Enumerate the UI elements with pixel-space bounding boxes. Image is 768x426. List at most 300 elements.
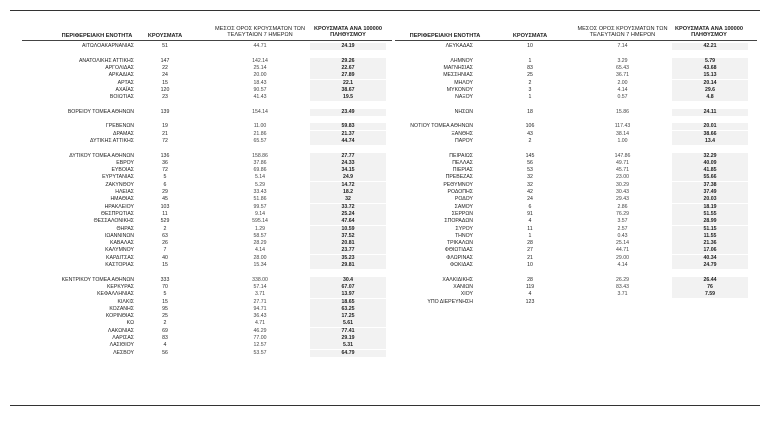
cases-value: 72	[162, 137, 168, 144]
table-row	[0, 218, 768, 225]
unit-name: ΜΕΣΣΗΝΙΑΣ	[443, 72, 473, 79]
cases-value: 147	[160, 57, 170, 64]
table-row	[0, 328, 768, 335]
rate-value: 28.99	[672, 218, 748, 225]
cases-value: 19	[162, 123, 168, 130]
cases-value: 529	[160, 218, 170, 225]
avg-value: 1.29	[254, 225, 266, 232]
table-row	[0, 247, 768, 254]
avg-value: 154.14	[252, 108, 268, 115]
unit-name: ΑΝΑΤΟΛΙΚΗΣ ΑΤΤΙΚΗΣ	[78, 57, 134, 64]
unit-name: ΦΘΙΩΤΙΔΑΣ	[444, 247, 473, 254]
table-row	[0, 226, 768, 233]
rate-value: 77.41	[310, 328, 386, 335]
avg-value: 7.14	[617, 43, 628, 49]
avg-value: 2.57	[617, 225, 628, 232]
avg-value: 29.43	[616, 196, 629, 203]
avg-value: 36.43	[253, 313, 267, 320]
avg-value: 29.00	[616, 254, 629, 261]
cases-value: 15	[162, 298, 168, 305]
cases-value: 45	[162, 196, 168, 203]
rate-value: 38.67	[310, 87, 386, 94]
table-row	[0, 160, 768, 167]
cases-value: 1	[528, 232, 532, 239]
table-row	[0, 58, 768, 65]
unit-name: ΤΗΝΟΥ	[455, 232, 473, 239]
rate-value: 17.06	[672, 247, 748, 254]
header-cases-left: ΚΡΟΥΣΜΑΤΑ	[147, 33, 183, 39]
rate-value: 26.44	[672, 277, 748, 284]
bottom-rule	[10, 405, 760, 406]
avg-value: 33.43	[253, 189, 267, 195]
rate-value: 32	[310, 196, 386, 203]
rate-value: 25.24	[310, 211, 386, 218]
avg-value: 30.29	[616, 181, 629, 188]
avg-value: 45.71	[616, 167, 629, 174]
cases-value: 23	[162, 94, 168, 101]
rate-value: 27.89	[310, 72, 386, 79]
avg-value: 49.71	[616, 159, 629, 166]
avg-value: 58.57	[253, 232, 267, 239]
unit-name: ΒΟΙΩΤΙΑΣ	[109, 94, 134, 101]
cases-value: 26	[162, 240, 168, 247]
avg-value: 2.86	[617, 203, 628, 210]
unit-name: ΑΙΤΩΛΟΑΚΑΡΝΑΝΙΑΣ	[81, 43, 134, 49]
avg-value: 4.14	[617, 86, 628, 93]
rate-value: 18.2	[310, 189, 386, 196]
rate-value: 13.97	[310, 291, 386, 298]
avg-value: 15.86	[616, 108, 629, 115]
table-row	[0, 94, 768, 101]
cases-value: 43	[527, 130, 533, 137]
cases-value: 21	[527, 254, 533, 261]
cases-value: 333	[160, 276, 170, 283]
unit-name: ΣΠΟΡΑΔΩΝ	[444, 218, 473, 225]
cases-value: 40	[162, 254, 168, 261]
table-row	[0, 174, 768, 181]
unit-name: ΚΙΛΚΙΣ	[117, 298, 134, 305]
cases-value: 83	[162, 335, 168, 341]
rate-value: 29.6	[672, 87, 748, 94]
rate-value: 59.83	[310, 123, 386, 130]
rate-value: 19.5	[310, 94, 386, 101]
avg-value: 37.86	[253, 159, 267, 166]
unit-name: ΒΟΡΕΙΟΥ ΤΟΜΕΑ ΑΘΗΝΩΝ	[67, 108, 134, 115]
unit-name: ΓΡΕΒΕΝΩΝ	[105, 123, 134, 130]
cases-value: 106	[525, 123, 535, 130]
cases-value: 4	[528, 291, 532, 298]
cases-value: 7	[163, 247, 167, 254]
rate-value: 5.31	[310, 342, 386, 349]
unit-name: ΗΛΕΙΑΣ	[115, 189, 134, 195]
rate-value: 11.55	[672, 233, 748, 240]
avg-value: 9.14	[254, 210, 266, 217]
table-row	[0, 291, 768, 298]
rate-value: 40.34	[672, 255, 748, 262]
rate-value: 21.37	[310, 131, 386, 138]
rate-value: 21.36	[672, 240, 748, 247]
cases-value: 6	[163, 181, 167, 188]
table-row	[0, 138, 768, 145]
avg-value: 25.14	[253, 64, 267, 71]
unit-name: ΛΑΣΙΘΙΟΥ	[109, 342, 134, 349]
unit-name: ΑΡΚΑΔΙΑΣ	[108, 72, 134, 79]
unit-name: ΝΟΤΙΟΥ ΤΟΜΕΑ ΑΘΗΝΩΝ	[410, 123, 473, 130]
rate-value: 43.68	[672, 65, 748, 72]
unit-name: ΚΑΡΔΙΤΣΑΣ	[106, 254, 134, 261]
table-row	[0, 123, 768, 130]
table-row	[0, 145, 768, 152]
unit-name: ΤΡΙΚΑΛΩΝ	[446, 240, 473, 247]
unit-name: ΗΡΑΚΛΕΙΟΥ	[104, 203, 134, 210]
unit-name: ΠΕΛΛΑΣ	[452, 159, 473, 166]
rate-value: 17.25	[310, 313, 386, 320]
unit-name: ΜΑΓΝΗΣΙΑΣ	[443, 64, 473, 71]
table-row	[0, 101, 768, 108]
header-unit-left: ΠΕΡΙΦΕΡΕΙΑΚΗ ΕΝΟΤΗΤΑ	[61, 33, 133, 39]
unit-name: ΦΛΩΡΙΝΑΣ	[446, 254, 473, 261]
table-row	[0, 211, 768, 218]
unit-name: ΦΩΚΙΔΑΣ	[449, 262, 473, 268]
cases-value: 2	[528, 79, 532, 86]
avg-value: 83.43	[616, 283, 629, 290]
avg-value: 51.86	[253, 196, 267, 203]
cases-value: 15	[162, 79, 168, 86]
unit-name: ΚΟΡΙΝΘΙΑΣ	[105, 313, 134, 320]
cases-value: 72	[162, 167, 168, 174]
cases-value: 120	[160, 86, 170, 93]
header-rule-right	[395, 40, 757, 41]
avg-value: 3.71	[617, 291, 628, 298]
rate-value: 29.19	[310, 335, 386, 342]
table-row	[0, 131, 768, 138]
rate-value: 30.4	[310, 277, 386, 284]
unit-name: ΛΗΜΝΟΥ	[450, 57, 473, 64]
avg-value: 117.43	[614, 123, 631, 130]
rate-value: 55.66	[672, 174, 748, 181]
avg-value: 36.71	[616, 72, 629, 79]
rate-value: 24.19	[310, 43, 386, 50]
avg-value: 3.71	[254, 291, 266, 298]
rate-value: 24.79	[672, 262, 748, 269]
unit-name: ΚΟΖΑΝΗΣ	[109, 305, 134, 312]
unit-name: ΗΜΑΘΙΑΣ	[110, 196, 134, 203]
unit-name: ΖΑΚΥΝΘΟΥ	[105, 181, 134, 188]
table-row	[0, 189, 768, 196]
unit-name: ΚΩ	[126, 320, 134, 327]
unit-name: ΑΡΤΑΣ	[117, 79, 134, 86]
cases-value: 69	[162, 327, 168, 334]
cases-value: 103	[160, 203, 170, 210]
avg-value: 15.34	[253, 262, 267, 268]
rate-value: 13.4	[672, 138, 748, 145]
rate-value: 29.81	[310, 262, 386, 269]
cases-value: 36	[162, 159, 168, 166]
rate-value: 22.1	[310, 80, 386, 87]
avg-value: 18.43	[253, 79, 267, 86]
header-avg-right: ΜΕΣΟΣ ΟΡΟΣ ΚΡΟΥΣΜΑΤΩΝ ΤΩΝ ΤΕΛΕΥΤΑΙΩΝ 7 ΗΜΕΡΩΝ	[577, 26, 668, 39]
cases-value: 4	[528, 218, 532, 225]
avg-value: 26.29	[616, 276, 629, 283]
cases-value: 28	[527, 276, 533, 283]
avg-value: 21.86	[253, 130, 267, 137]
header-cases-right: ΚΡΟΥΣΜΑΤΑ	[512, 33, 548, 39]
avg-value: 27.71	[253, 298, 267, 305]
cases-value: 2	[163, 320, 167, 327]
avg-value: 41.43	[253, 94, 267, 101]
table-row	[0, 72, 768, 79]
cases-value: 28	[527, 240, 533, 247]
table-row	[0, 350, 768, 357]
rate-value: 64.79	[310, 350, 386, 357]
cases-value: 123	[525, 298, 535, 305]
cases-value: 11	[162, 210, 168, 217]
rate-value: 37.49	[672, 189, 748, 196]
unit-name: ΠΑΡΟΥ	[455, 137, 473, 144]
avg-value: 595.14	[252, 218, 268, 225]
avg-value: 4.71	[254, 320, 266, 327]
table-row	[0, 313, 768, 320]
cases-value: 136	[160, 152, 170, 159]
unit-name: ΣΑΜΟΥ	[454, 203, 473, 210]
rate-value: 18.19	[672, 204, 748, 211]
header-unit-right: ΠΕΡΙΦΕΡΕΙΑΚΗ ΕΝΟΤΗΤΑ	[409, 33, 481, 39]
cases-value: 18	[527, 108, 533, 115]
cases-value: 2	[528, 137, 532, 144]
rate-value: 44.74	[310, 138, 386, 145]
rate-value: 5.79	[672, 58, 748, 65]
cases-value: 95	[162, 305, 168, 312]
cases-value: 27	[527, 247, 533, 254]
cases-value: 1	[528, 57, 532, 64]
table-row	[0, 204, 768, 211]
avg-value: 5.29	[254, 181, 266, 188]
unit-name: ΚΑΣΤΟΡΙΑΣ	[105, 262, 134, 268]
table-row	[0, 306, 768, 313]
rate-value: 15.13	[672, 72, 748, 79]
rate-value: 32.29	[672, 153, 748, 160]
unit-name: ΚΕΦΑΛΛΗΝΙΑΣ	[97, 291, 134, 298]
unit-name: ΜΥΚΟΝΟΥ	[446, 86, 473, 93]
table-row	[0, 335, 768, 342]
unit-name: ΕΥΒΟΙΑΣ	[111, 167, 134, 174]
rate-value: 67.07	[310, 284, 386, 291]
unit-name: ΔΥΤΙΚΟΥ ΤΟΜΕΑ ΑΘΗΝΩΝ	[69, 152, 134, 159]
rate-value: 4.8	[672, 94, 748, 101]
unit-name: ΧΙΟΥ	[460, 291, 473, 298]
avg-value: 65.57	[253, 137, 267, 144]
avg-value: 158.86	[252, 152, 268, 159]
avg-value: 0.43	[617, 232, 628, 239]
avg-value: 147.86	[614, 152, 631, 159]
cases-value: 56	[162, 349, 168, 356]
cases-value: 10	[527, 43, 533, 49]
avg-value: 44.71	[616, 247, 629, 254]
cases-value: 51	[162, 43, 168, 49]
cases-value: 6	[528, 203, 532, 210]
cases-value: 91	[527, 210, 533, 217]
cases-value: 29	[162, 189, 168, 195]
cases-value: 63	[162, 232, 168, 239]
unit-name: ΕΥΡΥΤΑΝΙΑΣ	[102, 174, 134, 181]
unit-name: ΛΕΥΚΑΔΑΣ	[445, 43, 473, 49]
avg-value: 76.29	[616, 210, 629, 217]
cases-value: 25	[527, 72, 533, 79]
table-row	[0, 320, 768, 327]
unit-name: ΔΡΑΜΑΣ	[113, 130, 134, 137]
rate-value: 24.9	[310, 174, 386, 181]
cases-value: 139	[160, 108, 170, 115]
table-row	[0, 153, 768, 160]
table-row	[0, 255, 768, 262]
table-row	[0, 116, 768, 123]
avg-value: 77.00	[253, 335, 267, 341]
table-row	[0, 196, 768, 203]
unit-name: ΔΥΤΙΚΗΣ ΑΤΤΙΚΗΣ	[90, 137, 134, 144]
unit-name: ΕΒΡΟΥ	[116, 159, 134, 166]
unit-name: ΧΑΛΚΙΔΙΚΗΣ	[442, 276, 473, 283]
avg-value: 53.57	[253, 349, 267, 356]
avg-value: 28.00	[253, 254, 267, 261]
unit-name: ΛΕΣΒΟΥ	[113, 349, 134, 356]
table-row	[0, 277, 768, 284]
unit-name: ΡΟΔΟΥ	[454, 196, 473, 203]
avg-value: 4.14	[617, 262, 628, 268]
table-row	[0, 284, 768, 291]
table-row	[0, 262, 768, 269]
rate-value: 40.09	[672, 160, 748, 167]
cases-value: 24	[162, 72, 168, 79]
avg-value: 1.00	[617, 137, 628, 144]
rate-value: 18.65	[310, 299, 386, 306]
cases-value: 70	[162, 283, 168, 290]
rate-value: 24.33	[310, 160, 386, 167]
cases-value: 145	[525, 152, 535, 159]
unit-name: ΑΧΑΪΑΣ	[115, 86, 134, 93]
cases-value: 3	[528, 86, 532, 93]
rate-value: 76	[672, 284, 748, 291]
avg-value: 20.00	[253, 72, 267, 79]
unit-name: ΛΑΚΩΝΙΑΣ	[107, 327, 134, 334]
cases-value: 25	[162, 313, 168, 320]
rate-value: 63.25	[310, 306, 386, 313]
avg-value: 46.29	[253, 327, 267, 334]
avg-value: 44.71	[253, 43, 267, 49]
table-row	[0, 50, 768, 57]
unit-name: ΧΑΝΙΩΝ	[453, 283, 473, 290]
unit-name: ΞΑΝΘΗΣ	[451, 130, 473, 137]
rate-value: 33.72	[310, 204, 386, 211]
cases-value: 42	[527, 189, 533, 195]
rate-value: 22.67	[310, 65, 386, 72]
unit-name: ΘΕΣΣΑΛΟΝΙΚΗΣ	[93, 218, 134, 225]
rate-value: 7.59	[672, 291, 748, 298]
table-row	[0, 182, 768, 189]
cases-value: 22	[162, 64, 168, 71]
rate-value: 24.11	[672, 109, 748, 116]
unit-name: ΘΕΣΠΡΩΤΙΑΣ	[100, 210, 134, 217]
cases-value: 119	[525, 283, 535, 290]
unit-name: ΠΙΕΡΙΑΣ	[452, 167, 473, 174]
rate-value: 51.55	[672, 211, 748, 218]
unit-name: ΡΟΔΟΠΗΣ	[447, 189, 473, 195]
avg-value: 28.29	[253, 240, 267, 247]
avg-value: 3.29	[617, 57, 628, 64]
avg-value: 3.57	[617, 218, 628, 225]
cases-value: 56	[527, 159, 533, 166]
header-avg-left: ΜΕΣΟΣ ΟΡΟΣ ΚΡΟΥΣΜΑΤΩΝ ΤΩΝ ΤΕΛΕΥΤΑΙΩΝ 7 ΗΜΕΡΩΝ	[215, 26, 305, 39]
rate-value: 42.21	[672, 43, 748, 50]
unit-name: ΚΕΡΚΥΡΑΣ	[106, 283, 134, 290]
unit-name: ΚΑΒΑΛΑΣ	[110, 240, 134, 247]
unit-name: ΚΑΛΥΜΝΟΥ	[105, 247, 134, 254]
cases-value: 32	[527, 181, 533, 188]
rate-value: 41.85	[672, 167, 748, 174]
table-row	[0, 43, 768, 50]
top-rule	[10, 10, 760, 11]
rate-value: 51.15	[672, 226, 748, 233]
unit-name: ΡΕΘΥΜΝΟΥ	[443, 181, 473, 188]
unit-name: ΑΡΓΟΛΙΔΑΣ	[105, 64, 134, 71]
unit-name: ΠΕΙΡΑΙΩΣ	[449, 152, 473, 159]
table-row	[0, 269, 768, 276]
unit-name: ΝΑΞΟΥ	[455, 94, 473, 101]
table-row	[0, 80, 768, 87]
rate-value: 20.03	[672, 196, 748, 203]
avg-value: 12.57	[253, 342, 267, 349]
cases-value: 83	[527, 64, 533, 71]
avg-value: 23.00	[616, 174, 629, 181]
table-row	[0, 167, 768, 174]
rate-value: 20.01	[672, 123, 748, 130]
rate-value: 10.59	[310, 226, 386, 233]
rate-value: 37.52	[310, 233, 386, 240]
unit-name: ΠΡΕΒΕΖΑΣ	[445, 174, 473, 181]
rate-value: 14.72	[310, 182, 386, 189]
cases-value: 10	[527, 262, 533, 268]
rate-value: 20.81	[310, 240, 386, 247]
unit-name: ΘΗΡΑΣ	[116, 225, 134, 232]
avg-value: 25.14	[616, 240, 629, 247]
cases-value: 15	[162, 262, 168, 268]
header-rule-left	[22, 40, 392, 41]
rate-value: 27.77	[310, 153, 386, 160]
rate-value: 23.49	[310, 109, 386, 116]
cases-value: 32	[527, 174, 533, 181]
cases-value: 1	[528, 94, 532, 101]
avg-value: 142.14	[252, 57, 268, 64]
avg-value: 94.71	[253, 305, 267, 312]
avg-value: 2.00	[617, 79, 628, 86]
avg-value: 69.86	[253, 167, 267, 174]
avg-value: 30.43	[616, 189, 629, 195]
table-row	[0, 233, 768, 240]
table-row	[0, 109, 768, 116]
unit-name: ΚΕΝΤΡΙΚΟΥ ΤΟΜΕΑ ΑΘΗΝΩΝ	[61, 276, 134, 283]
avg-value: 99.57	[253, 203, 267, 210]
cases-value: 24	[527, 196, 533, 203]
unit-name: ΜΗΛΟΥ	[454, 79, 473, 86]
cases-value: 21	[162, 130, 168, 137]
avg-value: 90.57	[253, 86, 267, 93]
avg-value: 338.00	[252, 276, 268, 283]
unit-name: ΙΩΑΝΝΙΝΩΝ	[104, 232, 134, 239]
avg-value: 11.00	[253, 123, 267, 130]
unit-name: ΥΠΟ ΔΙΕΡΕΥΝΗΣΗ	[427, 298, 473, 305]
avg-value: 38.14	[616, 130, 629, 137]
rate-value: 37.38	[672, 182, 748, 189]
avg-value: 4.14	[254, 247, 266, 254]
